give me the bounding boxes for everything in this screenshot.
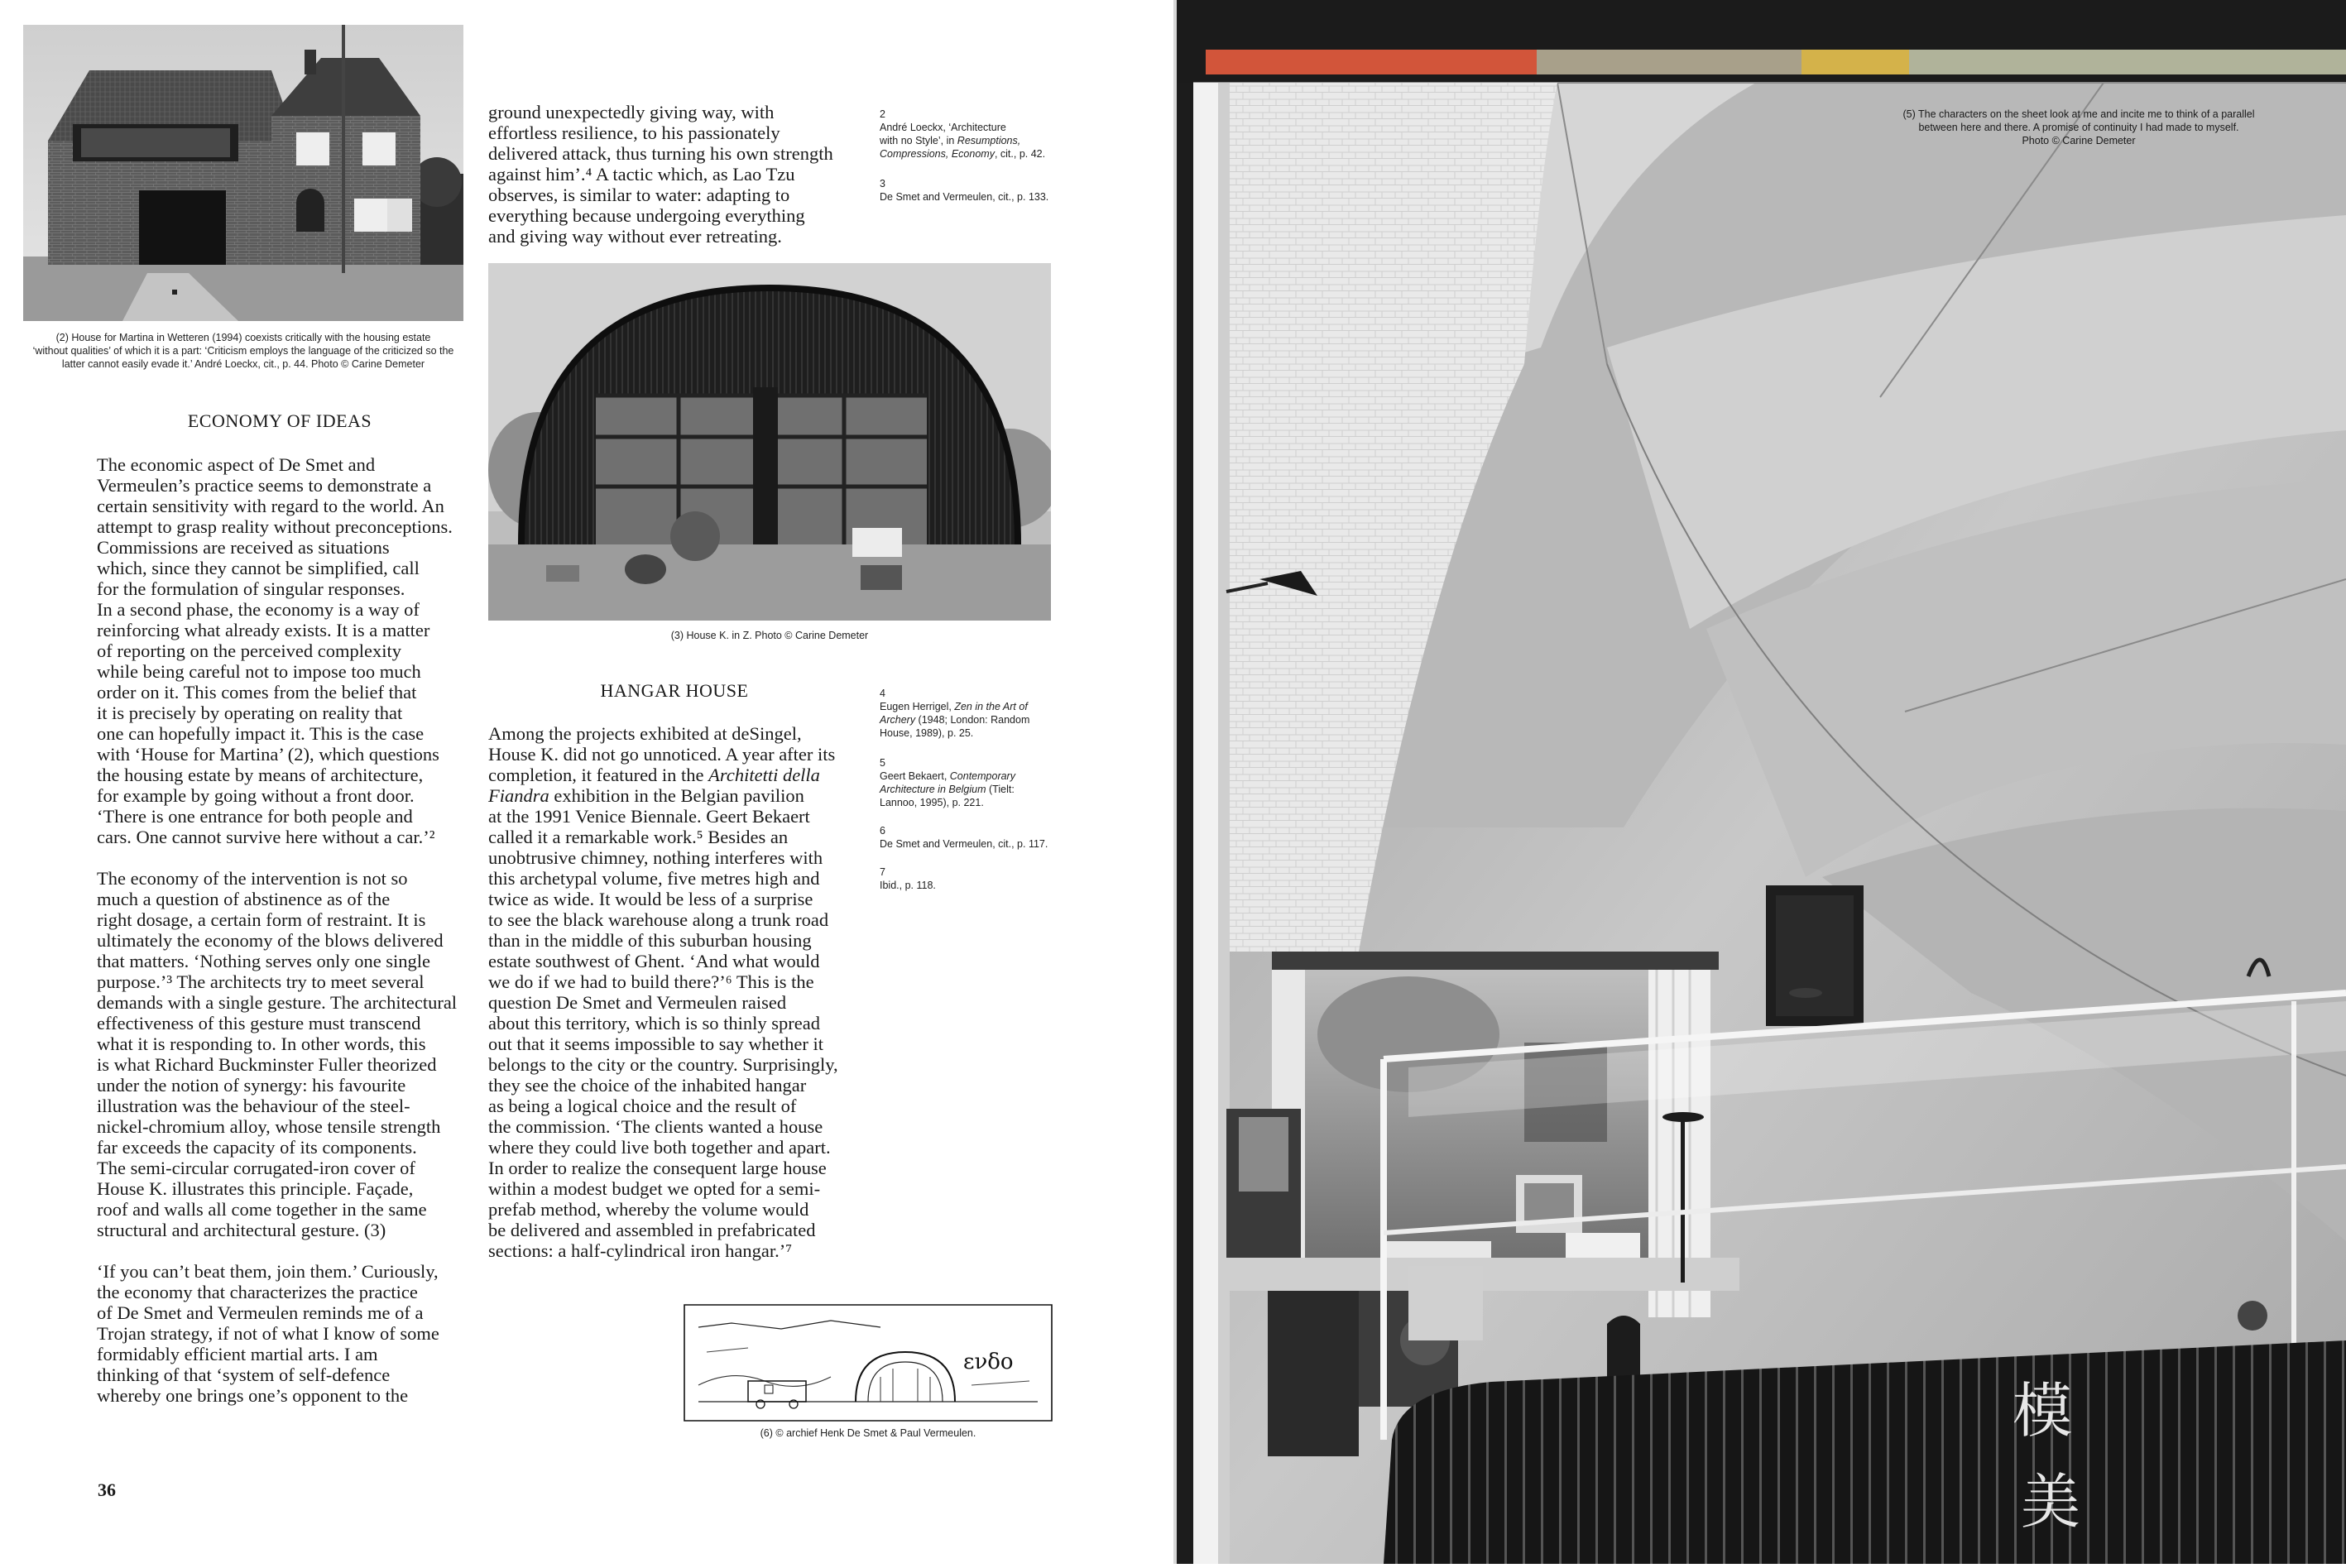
footnote-number: 4 (880, 688, 885, 699)
footnote-text: De Smet and Vermeulen, cit., p. 117. (880, 838, 1048, 850)
caption-sketch-6: (6) © archief Henk De Smet & Paul Vermeulen. (760, 1427, 976, 1439)
photo-house-martina (23, 25, 463, 321)
footnote-text: André Loeckx, ‘Architecture with no Style’, in (880, 122, 1006, 146)
sheet-character-2: 美 (2021, 1467, 2081, 1537)
footnote-italic: Resumptions, Compressions, Economy (880, 135, 1021, 160)
sketch-scribble: ενδο (963, 1350, 1014, 1374)
footnote-text: Eugen Herrigel, (880, 701, 955, 712)
sheet-character-1: 模 (2013, 1376, 2073, 1446)
hangar-paragraph (488, 723, 861, 1261)
economy-paragraph-3: ‘If you can’t beat them, join them.’ Curiously, the economy that characterizes the practice of De Smet and Vermeulen reminds me of a Trojan strategy, if not of what I know of some formidably efficient martial arts. I am thinking of that ‘system of self-defence whereby one brings one’s opponent to the (97, 1261, 439, 1406)
footnote-2 (880, 108, 1070, 161)
footnote-3 (880, 177, 1070, 204)
footnote-text-end: (1948; London: Random House, 1989), p. 25. (880, 714, 1030, 739)
hangar-exhibition-title: Architetti della Fiandra (488, 765, 820, 806)
caption-photo-5: (5) The characters on the sheet look at me and incite me to think of a parallel between here and there. A promise of continuity I had made to myself. Photo © Carine Demeter (1902, 108, 2255, 146)
footnote-number: 6 (880, 825, 885, 837)
right-page (1177, 0, 2346, 1564)
heading-economy-of-ideas: ECONOMY OF IDEAS (187, 410, 372, 431)
footnote-number: 3 (880, 178, 885, 189)
caption-photo-3: (3) House K. in Z. Photo © Carine Demeter (670, 630, 869, 641)
footnote-number: 5 (880, 757, 885, 769)
footnote-5 (880, 756, 1070, 809)
footnote-text-end: , cit., p. 42. (994, 148, 1046, 160)
photo-house-k (488, 263, 1051, 621)
economy-paragraph-2: The economy of the intervention is not so much a question of abstinence as of the right dosage, a certain form of restraint. It is ultimately the economy of the blows delivered that matters. ‘Nothing serves only one single purpose.’³ The architects try to meet several demands with a single gesture. The architectural effectiveness of this gesture must transcend what it is responding to. In other words, this is what Richard Buckminster Fuller theorized under the notion of synergy: his favourite illustration was the behaviour of the steel- nickel-chromium alloy, whose tensile strength far exceeds the capacity of its components. The semi-circular corrugated-iron cover of House K. illustrates this principle. Façade, roof and walls all come together in the same structural and architectural gesture. (3) (97, 868, 458, 1240)
column-1-text (97, 454, 477, 1427)
footnote-4 (880, 687, 1070, 740)
footnote-italic: Zen in the Art of Archery (880, 701, 1028, 726)
column-2-top-text (488, 102, 861, 267)
footnote-text: Ibid., p. 118. (880, 880, 936, 891)
footnote-text: De Smet and Vermeulen, cit., p. 133. (880, 191, 1049, 203)
hangar-text-end: exhibition in the Belgian pavilion at the 1991 Venice Biennale. Geert Bekaert called it a remarkable work.⁵ Besides an unobtrusive chimney, nothing interferes with this archetypal volume, five metres high and twice as wide. It would be less of a surprise to see the black warehouse along a trunk road than in the middle of this suburban housing estate southwest of Ghent. ‘And what would we do if we had to build there?’⁶ This is the question De Smet and Vermeulen raised about this territory, which is so thinly spread out that it seems impossible to say whether it belongs to the city or the country. Surprisingly, they see the choice of the inhabited hangar as being a logical choice and the result of the commission. ‘The clients wanted a house where they could live both together and apart. In order to realize the consequent large house within a modest budget we opted for a semi- prefab method, whereby the volume would be delivered and assembled in prefabricated sections: a half-cylindrical iron hangar.’⁷ (488, 785, 838, 1261)
page-number: 36 (98, 1479, 116, 1500)
sketch-drawing (682, 1302, 1054, 1423)
left-page (0, 0, 1173, 1564)
hangar-text-start: Among the projects exhibited at deSingel, House K. did not go unnoticed. A year after its completion, it featured in the (488, 723, 836, 785)
heading-hangar-house: HANGAR HOUSE (600, 680, 749, 701)
footnote-text-end: (Tielt: Lannoo, 1995), p. 221. (880, 784, 1015, 808)
column-2-text (488, 723, 861, 1282)
economy-paragraph-1: The economic aspect of De Smet and Vermeulen’s practice seems to demonstrate a certain sensitivity with regard to the world. An attempt to grasp reality without preconceptions. Commissions are received as situations which, since they cannot be simplified, call for the formulation of singular responses. In a second phase, the economy is a way of reinforcing what already exists. It is a matter of reporting on the perceived complexity while being careful not to impose too much order on it. This comes from the belief that it is precisely by operating on reality that one can hopefully impact it. This is the case with ‘House for Martina’ (2), which questions the housing estate by means of architecture, for example by going without a front door. ‘There is one entrance for both people and cars. One cannot survive here without a car.’² (97, 454, 453, 847)
footnote-number: 7 (880, 866, 885, 878)
footnote-text: Geert Bekaert, (880, 770, 950, 782)
footnote-6 (880, 824, 1070, 851)
interior-photo (1177, 0, 2346, 1564)
footnote-7 (880, 866, 1070, 892)
footnote-italic: Contemporary Architecture in Belgium (880, 770, 1015, 795)
footnote-number: 2 (880, 108, 885, 120)
caption-photo-2: (2) House for Martina in Wetteren (1994) coexists critically with the housing estate ‘without qualities’ of which it is a part: ‘Criticism employs the language of the criticized so the latter cannot easily evade it.’ André Loeckx, cit., p. 44. Photo © Carine Demeter (32, 332, 454, 370)
continuation-paragraph: ground unexpectedly giving way, with effortless resilience, to his passionately delivered attack, thus turning his own strength against him’.⁴ A tactic which, as Lao Tzu observes, is similar to water: adapting to everything because undergoing everything and giving way without ever retreating. (488, 102, 833, 247)
